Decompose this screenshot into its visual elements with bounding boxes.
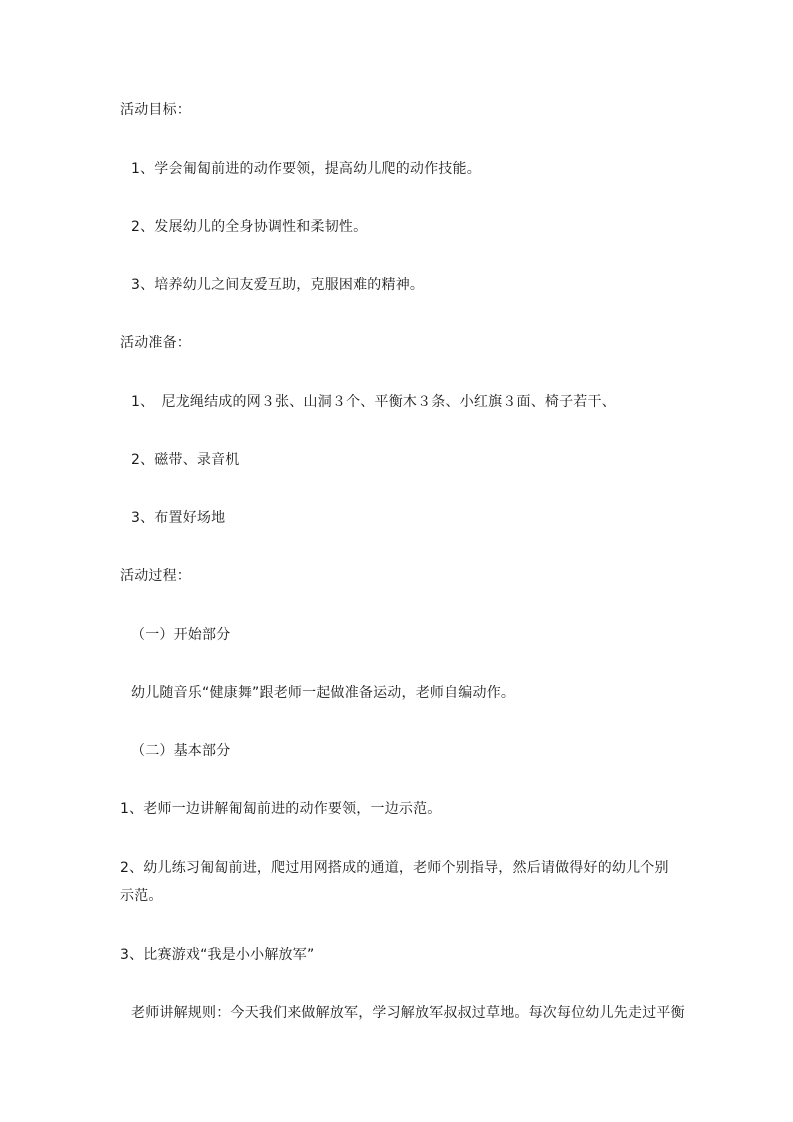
goal-item-2: 2、发展幼儿的全身协调性和柔韧性。 — [131, 219, 368, 235]
part2-heading: （二）基本部分 — [131, 743, 231, 759]
rules-text: 老师讲解规则：今天我们来做解放军，学习解放军叔叔过草地。每次每位幼儿先走过平衡 — [131, 1005, 685, 1021]
part1-text: 幼儿随音乐“健康舞”跟老师一起做准备运动，老师自编动作。 — [131, 685, 516, 701]
part2-item-2: 2、幼儿练习匍匐前进，爬过用网搭成的通道，老师个别指导，然后请做得好的幼儿个别示范。 — [120, 860, 669, 904]
prep-item-1: 1、 尼龙绳结成的网３张、山洞３个、平衡木３条、小红旗３面、椅子若干、 — [131, 394, 616, 410]
part1-heading: （一）开始部分 — [131, 627, 231, 643]
prep-heading: 活动准备： — [120, 335, 191, 351]
part2-item-1: 1、老师一边讲解匍匐前进的动作要领，一边示范。 — [120, 801, 442, 817]
process-heading: 活动过程： — [120, 568, 191, 584]
prep-item-3: 3、布置好场地 — [131, 510, 226, 526]
goal-item-1: 1、学会匍匐前进的动作要领，提高幼儿爬的动作技能。 — [131, 161, 481, 177]
goals-heading: 活动目标： — [120, 102, 191, 118]
prep-item-2: 2、磁带、录音机 — [131, 452, 240, 468]
goal-item-3: 3、培养幼儿之间友爱互助，克服困难的精神。 — [131, 277, 425, 293]
part2-item-3: 3、比赛游戏“我是小小解放军” — [120, 947, 315, 963]
